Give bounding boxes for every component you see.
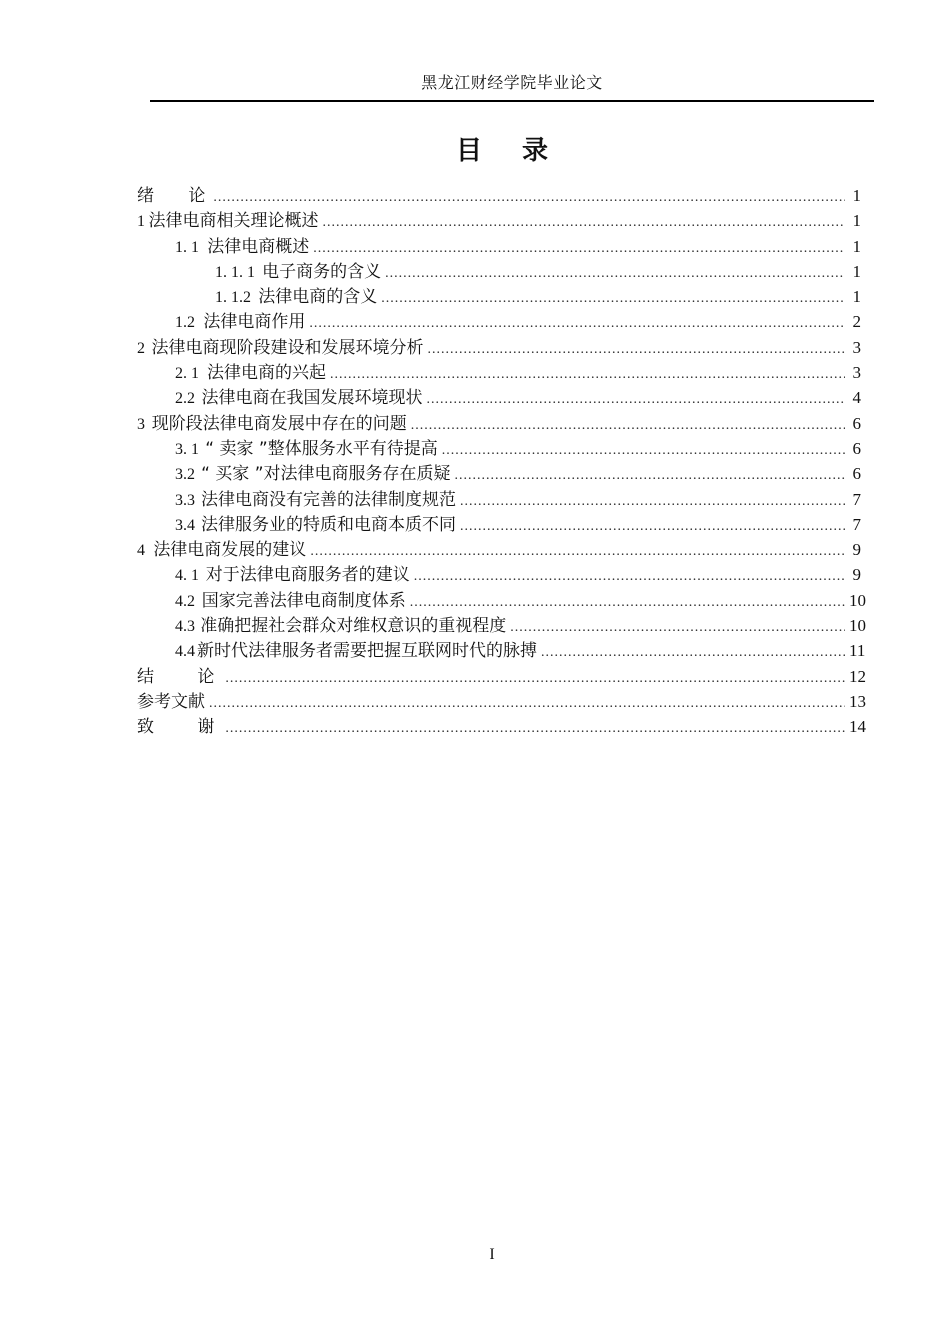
toc-entry-title: 致 谢 [137, 717, 222, 738]
toc-page-number: 3 [852, 337, 861, 357]
toc-entry-title: 法律电商的兴起 [207, 363, 327, 384]
toc-leader [225, 716, 845, 741]
toc-entry-3-1[interactable] [137, 436, 861, 461]
toc-entry-number: 4 [137, 542, 145, 560]
toc-entry-title: 国家完善法律电商制度体系 [201, 590, 406, 611]
toc-entry-references[interactable] [137, 689, 866, 714]
toc-page-number: 3 [852, 363, 861, 383]
toc-leader [442, 438, 845, 463]
toc-leader [541, 640, 845, 665]
toc-entry-number: 3.3 [175, 491, 195, 509]
toc-entry-title: “ 买家 ”对法律电商服务存在质疑 [201, 464, 451, 485]
toc-leader [460, 489, 845, 514]
header-rule [150, 100, 874, 102]
toc-entry-title: 电子商务的含义 [262, 261, 382, 282]
toc-page-number: 11 [849, 641, 866, 661]
toc-leader [410, 590, 845, 615]
toc-entry-4-3[interactable] [137, 613, 866, 638]
toc-entry-3[interactable] [137, 411, 861, 436]
toc-entry-title: 准确把握社会群众对维权意识的重视程度 [200, 616, 507, 637]
toc-page-number: 1 [852, 186, 861, 205]
toc-leader [209, 691, 845, 716]
toc-leader [455, 463, 846, 488]
toc-entry-1-2[interactable] [137, 309, 861, 334]
toc-entry-number: 1. 1 [175, 238, 199, 256]
running-header: 黑龙江财经学院毕业论文 [421, 73, 603, 92]
toc-entry-number: 1. 1. 1 [215, 263, 255, 281]
toc-title-char: 录 [522, 136, 549, 166]
toc-page-number: 6 [852, 464, 861, 484]
toc-entry-number: 2. 1 [175, 365, 199, 383]
toc-entry-acknowledgements[interactable] [137, 714, 866, 739]
toc-entry-title: 法律电商概述 [207, 236, 310, 257]
toc-page-number: 14 [849, 717, 866, 737]
toc-entry-3-2[interactable] [137, 461, 861, 486]
toc-page-number: 7 [852, 489, 861, 509]
toc-page-number: 10 [849, 590, 866, 610]
toc-entry-1[interactable] [137, 208, 861, 233]
toc-entry-number: 3 [137, 415, 145, 433]
toc-entry-number: 4.2 [175, 592, 195, 610]
toc-leader [225, 666, 845, 691]
toc-page-number: 10 [849, 616, 866, 636]
toc-entry-title: 法律电商在我国发展环境现状 [201, 388, 423, 409]
toc-entry-number: 1. 1.2 [215, 289, 251, 307]
toc-entry-title: 对于法律电商服务者的建议 [205, 565, 410, 586]
toc-entry-number: 1.2 [175, 314, 195, 332]
toc-leader [381, 286, 845, 311]
toc-entry-title: 法律电商作用 [203, 312, 306, 333]
page-number: I [489, 1246, 495, 1263]
toc-entry-4-1[interactable] [137, 562, 861, 587]
toc-entry-4-2[interactable] [137, 588, 866, 613]
toc-leader [330, 362, 845, 387]
toc-entry-2[interactable] [137, 335, 861, 360]
toc-entry-number: 2 [137, 339, 145, 357]
toc-leader [213, 185, 845, 210]
toc-page-number: 6 [852, 438, 861, 458]
toc-entry-title: 法律电商相关理论概述 [148, 211, 319, 232]
toc-leader [428, 337, 846, 362]
toc-entry-number: 4.3 [175, 618, 195, 636]
toc-entry-2-2[interactable] [137, 385, 861, 410]
toc-entry-title: 法律电商的含义 [258, 287, 378, 308]
toc-page-number: 1 [852, 236, 861, 256]
toc-entry-number: 2.2 [175, 390, 195, 408]
toc-page-number: 1 [852, 211, 861, 231]
toc-title-char: 目 [455, 136, 482, 166]
toc-page-number: 9 [852, 540, 861, 560]
toc-leader [411, 413, 845, 438]
toc-entry-2-1[interactable] [137, 360, 861, 385]
toc-entry-title: 现阶段法律电商发展中存在的问题 [151, 413, 407, 434]
table-of-contents [137, 183, 866, 740]
toc-leader [310, 539, 845, 564]
toc-entry-title: 法律服务业的特质和电商本质不同 [200, 514, 456, 535]
toc-leader [309, 311, 845, 336]
toc-page-number: 9 [852, 565, 861, 585]
toc-entry-1-1[interactable] [137, 234, 861, 259]
toc-leader [414, 564, 845, 589]
toc-entry-4[interactable] [137, 537, 861, 562]
toc-leader [313, 236, 845, 261]
toc-entry-title: 法律电商发展的建议 [153, 540, 307, 561]
toc-entry-title: 新时代法律服务者需要把握互联网时代的脉搏 [197, 641, 538, 662]
toc-entry-number: 4. 1 [175, 567, 199, 585]
toc-leader [427, 387, 845, 412]
toc-entry-1-1-1[interactable] [137, 259, 861, 284]
toc-page-number: 1 [852, 261, 861, 281]
toc-entry-title: 参考文献 [137, 691, 205, 712]
toc-entry-title: 结 论 [137, 666, 222, 687]
toc-title [0, 130, 950, 167]
toc-page-number: 2 [852, 312, 861, 332]
toc-entry-4-4[interactable] [137, 638, 866, 663]
toc-leader [510, 615, 845, 640]
toc-page-number: 1 [852, 287, 861, 307]
toc-entry-3-3[interactable] [137, 487, 861, 512]
toc-entry-title: 法律电商没有完善的法律制度规范 [200, 489, 456, 510]
toc-entry-3-4[interactable] [137, 512, 861, 537]
toc-entry-title: “ 卖家 ”整体服务水平有待提高 [205, 438, 438, 459]
toc-entry-intro[interactable] [137, 183, 861, 208]
toc-entry-number: 3.2 [175, 466, 195, 484]
toc-entry-1-1-2[interactable] [137, 284, 861, 309]
toc-entry-number: 1 [137, 213, 145, 231]
toc-page-number: 7 [852, 514, 861, 534]
toc-leader [385, 261, 845, 286]
toc-leader [322, 210, 845, 235]
toc-page-number: 13 [848, 691, 866, 711]
toc-entry-conclusion[interactable] [137, 664, 866, 689]
toc-page-number: 12 [849, 666, 866, 686]
toc-entry-title: 法律电商现阶段建设和发展环境分析 [151, 337, 424, 358]
toc-entry-number: 3.4 [175, 516, 195, 534]
toc-entry-number: 3. 1 [175, 440, 199, 458]
toc-page-number: 6 [852, 413, 861, 433]
toc-leader [460, 514, 845, 539]
toc-page-number: 4 [852, 388, 861, 408]
toc-entry-title: 绪 论 [137, 186, 210, 206]
toc-entry-number: 4.4 [175, 643, 195, 661]
